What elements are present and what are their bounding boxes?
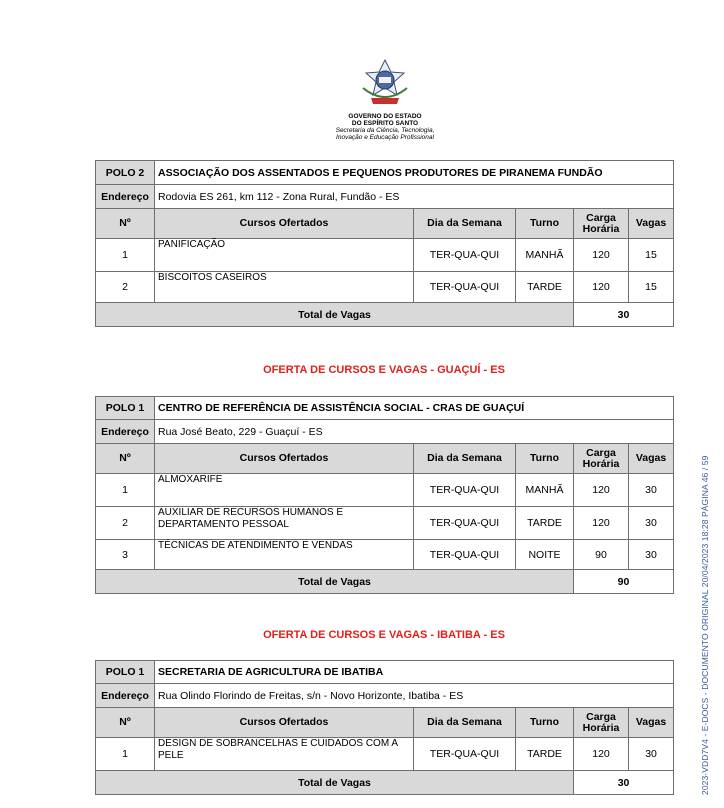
course-name: DESIGN DE SOBRANCELHAS E CUIDADOS COM A PELE bbox=[155, 738, 414, 771]
col-dia: Dia da Semana bbox=[414, 209, 516, 239]
course-name: AUXILIAR DE RECURSOS HUMANOS E DEPARTAMENTO PESSOAL bbox=[155, 507, 414, 540]
row-number: 2 bbox=[96, 507, 155, 540]
row-number: 1 bbox=[96, 738, 155, 771]
total-value: 90 bbox=[574, 570, 674, 594]
course-hours: 120 bbox=[574, 239, 629, 272]
course-hours: 120 bbox=[574, 507, 629, 540]
col-cursos: Cursos Ofertados bbox=[155, 209, 414, 239]
col-cursos: Cursos Ofertados bbox=[155, 444, 414, 474]
col-dia: Dia da Semana bbox=[414, 708, 516, 738]
course-hours: 120 bbox=[574, 474, 629, 507]
endereco-label: Endereço bbox=[96, 684, 155, 708]
col-num: Nº bbox=[96, 708, 155, 738]
course-name: TÉCNICAS DE ATENDIMENTO E VENDAS bbox=[155, 540, 414, 570]
course-seats: 30 bbox=[629, 507, 674, 540]
polo-address: Rodovia ES 261, km 112 - Zona Rural, Fundão - ES bbox=[155, 185, 674, 209]
endereco-label: Endereço bbox=[96, 185, 155, 209]
secretaria-line-1: Secretaria da Ciência, Tecnologia, bbox=[335, 127, 435, 134]
col-vagas: Vagas bbox=[629, 209, 674, 239]
course-shift: NOITE bbox=[516, 540, 574, 570]
course-days: TER-QUA-QUI bbox=[414, 738, 516, 771]
col-num: Nº bbox=[96, 209, 155, 239]
total-label: Total de Vagas bbox=[96, 570, 574, 594]
row-number: 1 bbox=[96, 474, 155, 507]
total-label: Total de Vagas bbox=[96, 303, 574, 327]
polo-name: ASSOCIAÇÃO DOS ASSENTADOS E PEQUENOS PRODUTORES DE PIRANEMA FUNDÃO bbox=[155, 161, 674, 185]
col-turno: Turno bbox=[516, 708, 574, 738]
gov-line-2: DO ESPÍRITO SANTO bbox=[351, 120, 419, 127]
col-carga: Carga Horária bbox=[574, 209, 629, 239]
course-seats: 30 bbox=[629, 540, 674, 570]
secretaria-line-2: Inovação e Educação Profissional bbox=[336, 134, 434, 141]
section-title-ibatiba: OFERTA DE CURSOS E VAGAS - IBATIBA - ES bbox=[263, 629, 505, 641]
col-vagas: Vagas bbox=[629, 444, 674, 474]
row-number: 3 bbox=[96, 540, 155, 570]
col-cursos: Cursos Ofertados bbox=[155, 708, 414, 738]
table-row bbox=[96, 272, 674, 303]
course-table-fundao bbox=[95, 160, 674, 327]
total-label: Total de Vagas bbox=[96, 771, 574, 795]
document-header bbox=[300, 58, 470, 141]
course-days: TER-QUA-QUI bbox=[414, 239, 516, 272]
course-table-guacui bbox=[95, 396, 674, 594]
course-seats: 30 bbox=[629, 738, 674, 771]
table-row bbox=[96, 738, 674, 771]
row-number: 2 bbox=[96, 272, 155, 303]
state-seal-icon bbox=[357, 58, 413, 108]
course-days: TER-QUA-QUI bbox=[414, 540, 516, 570]
polo-label: POLO 2 bbox=[96, 161, 155, 185]
row-number: 1 bbox=[96, 239, 155, 272]
gov-line-1: GOVERNO DO ESTADO bbox=[348, 113, 422, 120]
table-row bbox=[96, 239, 674, 272]
course-seats: 15 bbox=[629, 239, 674, 272]
total-value: 30 bbox=[574, 771, 674, 795]
course-name: BISCOITOS CASEIROS bbox=[155, 272, 414, 303]
course-table-ibatiba bbox=[95, 660, 674, 795]
endereco-label: Endereço bbox=[96, 420, 155, 444]
col-turno: Turno bbox=[516, 444, 574, 474]
polo-address: Rua José Beato, 229 - Guaçuí - ES bbox=[155, 420, 674, 444]
col-vagas: Vagas bbox=[629, 708, 674, 738]
col-turno: Turno bbox=[516, 209, 574, 239]
course-hours: 90 bbox=[574, 540, 629, 570]
course-days: TER-QUA-QUI bbox=[414, 272, 516, 303]
document-side-stamp: 2023-VDD7V4 - E-DOCS - DOCUMENTO ORIGINAL 20/04/2023 18:28 PÁGINA 46 / 59 bbox=[700, 455, 710, 795]
course-seats: 15 bbox=[629, 272, 674, 303]
polo-label: POLO 1 bbox=[96, 397, 155, 420]
course-days: TER-QUA-QUI bbox=[414, 507, 516, 540]
course-shift: MANHÃ bbox=[516, 474, 574, 507]
course-shift: TARDE bbox=[516, 272, 574, 303]
polo-name: CENTRO DE REFERÊNCIA DE ASSISTÊNCIA SOCIAL - CRAS DE GUAÇUÍ bbox=[155, 397, 674, 420]
col-carga: Carga Horária bbox=[574, 708, 629, 738]
course-days: TER-QUA-QUI bbox=[414, 474, 516, 507]
table-row bbox=[96, 507, 674, 540]
course-shift: TARDE bbox=[516, 507, 574, 540]
section-title-guacui: OFERTA DE CURSOS E VAGAS - GUAÇUÍ - ES bbox=[263, 364, 505, 376]
total-value: 30 bbox=[574, 303, 674, 327]
table-row bbox=[96, 474, 674, 507]
polo-name: SECRETARIA DE AGRICULTURA DE IBATIBA bbox=[155, 661, 674, 684]
course-shift: TARDE bbox=[516, 738, 574, 771]
course-hours: 120 bbox=[574, 738, 629, 771]
course-seats: 30 bbox=[629, 474, 674, 507]
col-carga: Carga Horária bbox=[574, 444, 629, 474]
col-num: Nº bbox=[96, 444, 155, 474]
course-name: PANIFICAÇÃO bbox=[155, 239, 414, 272]
polo-address: Rua Olindo Florindo de Freitas, s/n - Novo Horizonte, Ibatiba - ES bbox=[155, 684, 674, 708]
col-dia: Dia da Semana bbox=[414, 444, 516, 474]
polo-label: POLO 1 bbox=[96, 661, 155, 684]
course-hours: 120 bbox=[574, 272, 629, 303]
table-row bbox=[96, 540, 674, 570]
course-name: ALMOXARIFE bbox=[155, 474, 414, 507]
course-shift: MANHÃ bbox=[516, 239, 574, 272]
